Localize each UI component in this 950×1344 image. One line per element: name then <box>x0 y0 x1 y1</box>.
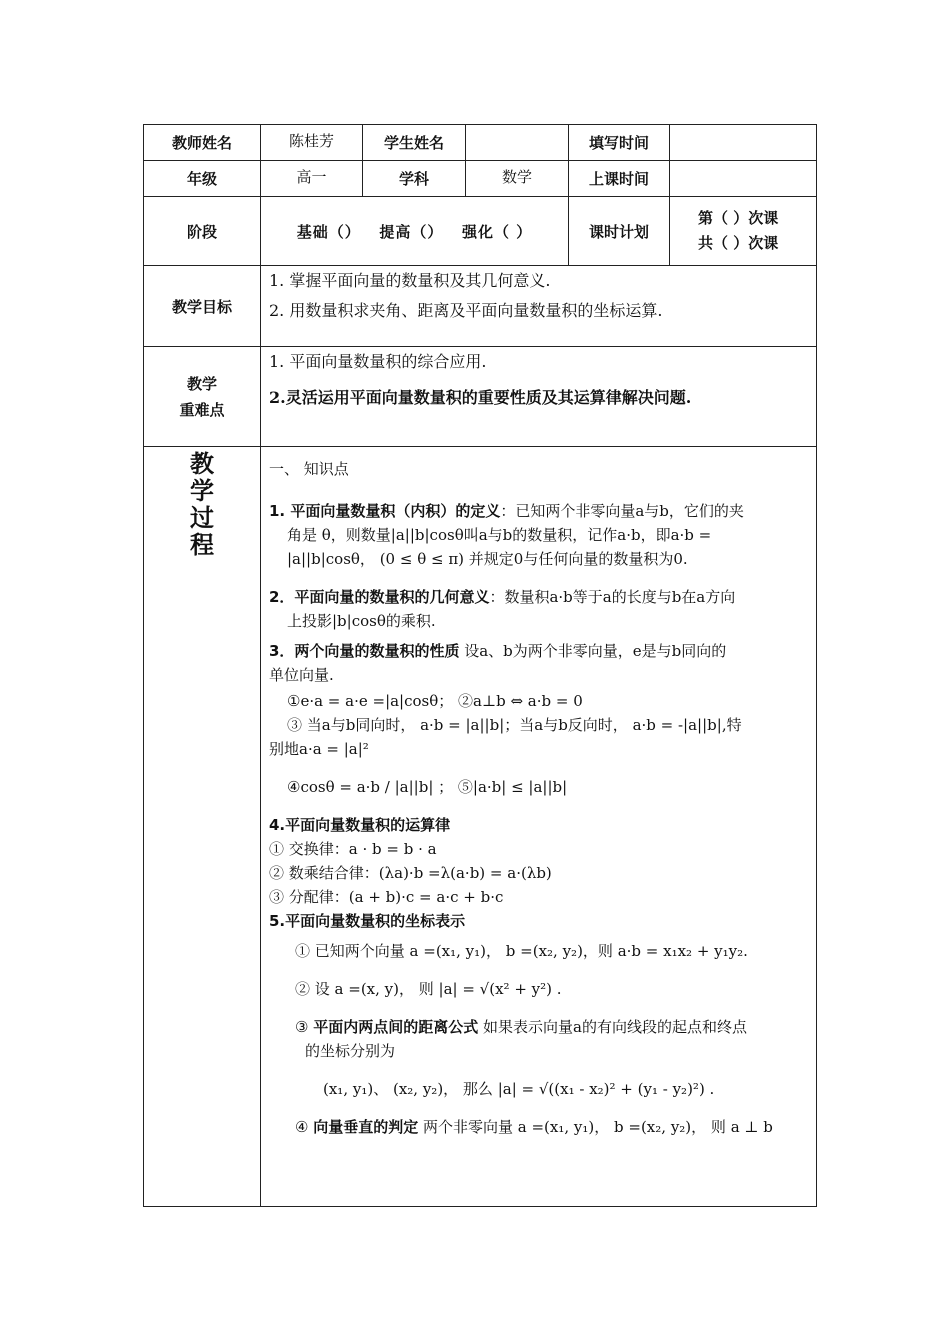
teacher-value: 陈桂芳 <box>261 125 363 161</box>
process-content <box>261 447 817 1207</box>
s1-line-1-text: ：已知两个非零向量a与b，它们的夹 <box>500 502 744 520</box>
difficulty-label-line-2: 重难点 <box>179 400 225 419</box>
goals-content <box>261 266 817 347</box>
difficulty-label-line-1: 教学 <box>186 374 217 393</box>
row-process <box>144 447 817 1207</box>
goals-label: 教学目标 <box>144 266 261 347</box>
s5-vector-magnitude: ② 设 a =(x, y)， 则 |a| = √(x² + y²) . <box>295 980 562 998</box>
student-value <box>466 125 569 161</box>
process-label-char-3: 过 <box>190 504 214 532</box>
plan-line-1: 第（ ）次课 <box>698 209 779 227</box>
s2-line-1-text: ：数量积a·b等于a的长度与b在a方向 <box>489 588 736 606</box>
row-difficulty <box>144 347 817 447</box>
s2-title: 2．平面向量的数量积的几何意义 <box>269 588 490 606</box>
subject-value: 数学 <box>466 161 569 197</box>
s3-property-3: ③ 当a与b同向时， a·b = |a||b|；当a与b反向时， a·b = -|a||b|,特 <box>287 716 742 734</box>
s4-scalar-associative: ② 数乘结合律：(λa)·b =λ(a·b) = a·(λb) <box>269 864 552 882</box>
s4-distributive: ③ 分配律：(a + b)·c = a·c + b·c <box>269 888 504 906</box>
fill-time-label: 填写时间 <box>569 125 670 161</box>
grade-value: 高一 <box>261 161 363 197</box>
plan-label: 课时计划 <box>569 197 670 266</box>
s5-distance-prefix: ③ <box>295 1018 314 1036</box>
s3-line-1 <box>269 639 808 663</box>
s5-perpendicular-rest: 两个非零向量 a =(x₁, y₁)， b =(x₂, y₂)， 则 a ⊥ b <box>418 1118 773 1136</box>
goal-item-1: 1. 掌握平面向量的数量积及其几何意义. <box>269 271 551 290</box>
grade-label: 年级 <box>144 161 261 197</box>
stage-options: 基础（） 提高（） 强化（ ） <box>261 197 569 266</box>
process-label <box>144 447 261 1207</box>
process-label-char-4: 程 <box>190 531 214 559</box>
section-title: 一、 知识点 <box>269 460 349 478</box>
difficulty-item-2: 2.灵活运用平面向量数量积的重要性质及其运算律解决问题. <box>269 388 692 407</box>
row-teacher <box>144 125 817 161</box>
s5-distance-rest: 如果表示向量a的有向线段的起点和终点 <box>478 1018 747 1036</box>
s5-dot-product-coords: ① 已知两个向量 a =(x₁, y₁)， b =(x₂, y₂)，则 a·b = x₁x₂ + y₁y₂. <box>295 942 748 960</box>
plan-value <box>670 197 817 266</box>
s1-line-1 <box>269 499 808 523</box>
s2-line-2: 上投影|b|cosθ的乘积. <box>287 612 436 630</box>
teacher-label: 教师姓名 <box>144 125 261 161</box>
row-stage <box>144 197 817 266</box>
difficulty-item-1: 1. 平面向量数量积的综合应用. <box>269 352 487 371</box>
process-label-char-1: 教 <box>190 450 214 478</box>
difficulty-content <box>261 347 817 447</box>
s5-perpendicular-prefix: ④ <box>295 1118 314 1136</box>
s3-property-4-5: ④cosθ = a·b / |a||b| ； ⑤|a·b| ≤ |a||b| <box>287 778 568 796</box>
s1-line-3: |a||b|cosθ， (0 ≤ θ ≤ π) 并规定0与任何向量的数量积为0. <box>287 550 688 568</box>
s1-line-2: 角是 θ，则数量|a||b|cosθ叫a与b的数量积，记作a·b，即a·b = <box>287 526 712 544</box>
goal-item-2: 2. 用数量积求夹角、距离及平面向量数量积的坐标运算. <box>269 301 663 320</box>
class-time-value <box>670 161 817 197</box>
plan-line-2: 共（ ）次课 <box>698 234 779 252</box>
s5-distance-title: 平面内两点间的距离公式 <box>313 1018 479 1036</box>
s3-line-2: 单位向量. <box>269 666 334 684</box>
s5-distance-line-2: 的坐标分别为 <box>305 1042 396 1060</box>
lesson-plan-table <box>143 124 817 1207</box>
s2-line-1 <box>269 585 808 609</box>
difficulty-label <box>144 347 261 447</box>
s5-perpendicular-title: 向量垂直的判定 <box>313 1118 419 1136</box>
s5-perpendicular <box>269 1115 808 1139</box>
s5-distance-line-1 <box>269 1015 808 1039</box>
s3-line-1-text: 设a、b为两个非零向量，e是与b同向的 <box>459 642 727 660</box>
process-label-char-2: 学 <box>190 477 214 505</box>
stage-label: 阶段 <box>144 197 261 266</box>
s5-title: 5.平面向量数量积的坐标表示 <box>269 912 466 930</box>
s4-title: 4.平面向量数量积的运算律 <box>269 816 451 834</box>
row-goals <box>144 266 817 347</box>
s3-property-1: ①e·a = a·e =|a|cosθ； ②a⊥b ⇔ a·b = 0 <box>287 692 583 710</box>
row-grade <box>144 161 817 197</box>
s3-title: 3．两个向量的数量积的性质 <box>269 642 460 660</box>
student-label: 学生姓名 <box>363 125 466 161</box>
s5-distance-formula: (x₁, y₁)、 (x₂, y₂)， 那么 |a| = √((x₁ - x₂)² + (y₁ - y₂)²) . <box>323 1080 715 1098</box>
s3-property-3-cont: 别地a·a = |a|² <box>269 740 369 758</box>
class-time-label: 上课时间 <box>569 161 670 197</box>
subject-label: 学科 <box>363 161 466 197</box>
s4-commutative: ① 交换律：a · b = b · a <box>269 840 437 858</box>
fill-time-value <box>670 125 817 161</box>
s1-title: 1. 平面向量数量积（内积）的定义 <box>269 502 501 520</box>
